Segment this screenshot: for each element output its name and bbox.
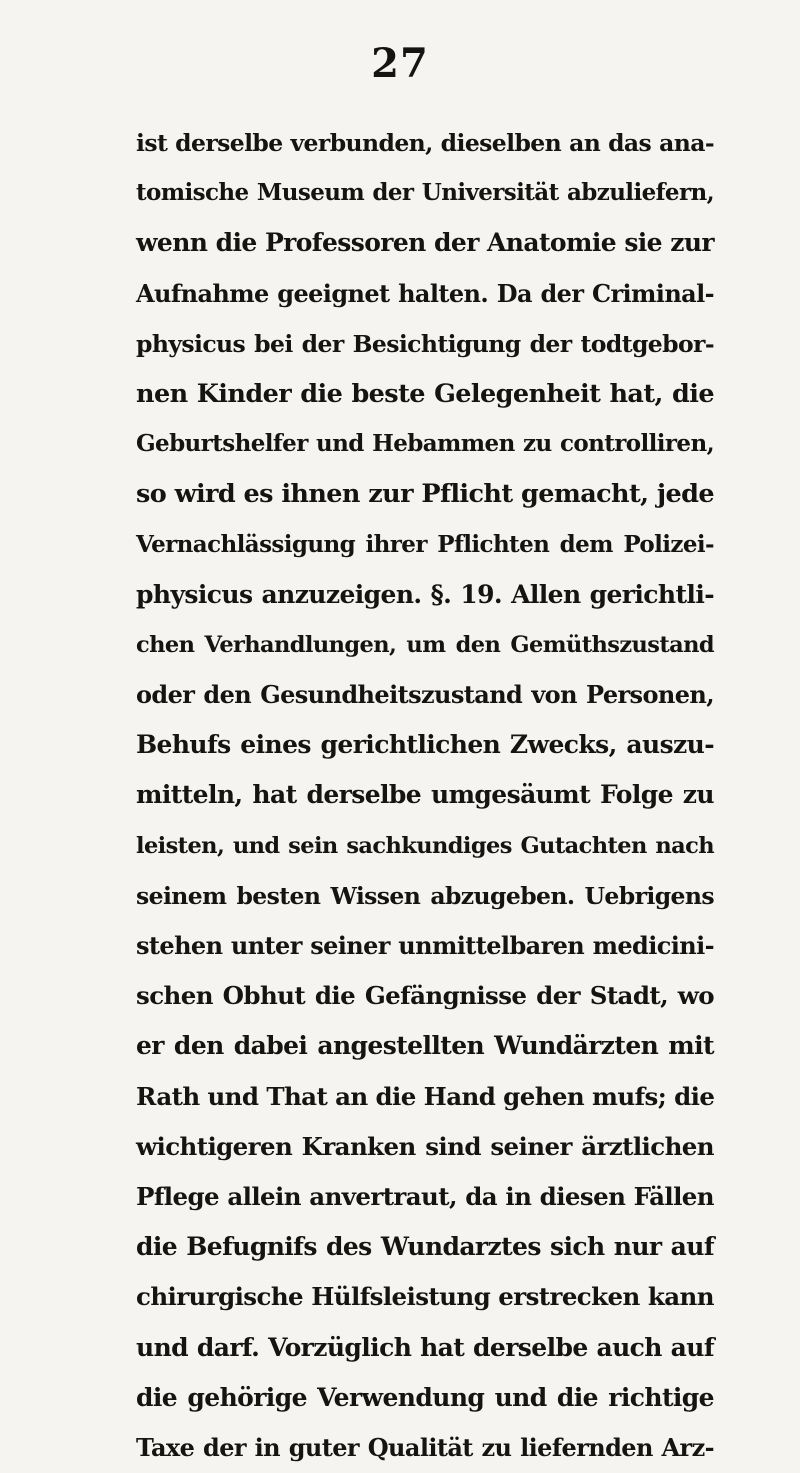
- text-line: Vernachlässigung ihrer Pflichten dem Polizei-: [136, 530, 714, 558]
- text-line: Pflege allein anvertraut, da in diesen Fällen: [136, 1181, 714, 1211]
- text-line: stehen unter seiner unmittelbaren medicini-: [136, 931, 714, 960]
- text-line: Rath und That an die Hand gehen mufs; die: [136, 1081, 715, 1111]
- text-line: leisten, und sein sachkundiges Gutachten nach: [136, 832, 714, 859]
- text-line: Taxe der in guter Qualität zu liefernden Arz-: [136, 1432, 714, 1462]
- text-line: physicus anzuzeigen. §. 19. Allen gerichtli-: [136, 579, 714, 609]
- text-line: seinem besten Wissen abzugeben. Uebrigens: [136, 881, 714, 910]
- text-line: tomische Museum der Universität abzuliefern,: [136, 179, 714, 207]
- text-line: nen Kinder die beste Gelegenheit hat, die: [136, 378, 714, 409]
- text-line: chirurgische Hülfsleistung erstrecken kann: [136, 1282, 714, 1312]
- text-line: oder den Gesundheitszustand von Personen,: [136, 680, 714, 710]
- text-line: die Befugnifs des Wundarztes sich nur auf: [136, 1232, 714, 1262]
- text-line: er den dabei angestellten Wundärzten mit: [136, 1031, 714, 1061]
- page-number: 27: [371, 40, 429, 87]
- text-line: mitteln, hat derselbe umgesäumt Folge zu: [136, 780, 714, 810]
- body-text: [136, 118, 714, 1473]
- text-line: Behufs eines gerichtlichen Zwecks, auszu-: [136, 730, 714, 760]
- text-line: die gehörige Verwendung und die richtige: [136, 1382, 714, 1412]
- text-line: Aufnahme geeignet halten. Da der Criminal-: [136, 278, 714, 308]
- text-line: Geburtshelfer und Hebammen zu controlliren,: [136, 430, 714, 458]
- text-line: und darf. Vorzüglich hat derselbe auch auf: [136, 1332, 714, 1362]
- text-line: so wird es ihnen zur Pflicht gemacht, jede: [136, 479, 714, 510]
- text-line: schen Obhut die Gefängnisse der Stadt, wo: [136, 981, 714, 1011]
- text-line: ist derselbe verbunden, dieselben an das ana-: [136, 129, 714, 157]
- text-line: wichtigeren Kranken sind seiner ärztlichen: [136, 1131, 714, 1161]
- text-line: chen Verhandlungen, um den Gemüthszustand: [136, 631, 714, 658]
- text-line: physicus bei der Besichtigung der todtgebor-: [136, 329, 714, 358]
- text-line: wenn die Professoren der Anatomie sie zur: [136, 228, 714, 258]
